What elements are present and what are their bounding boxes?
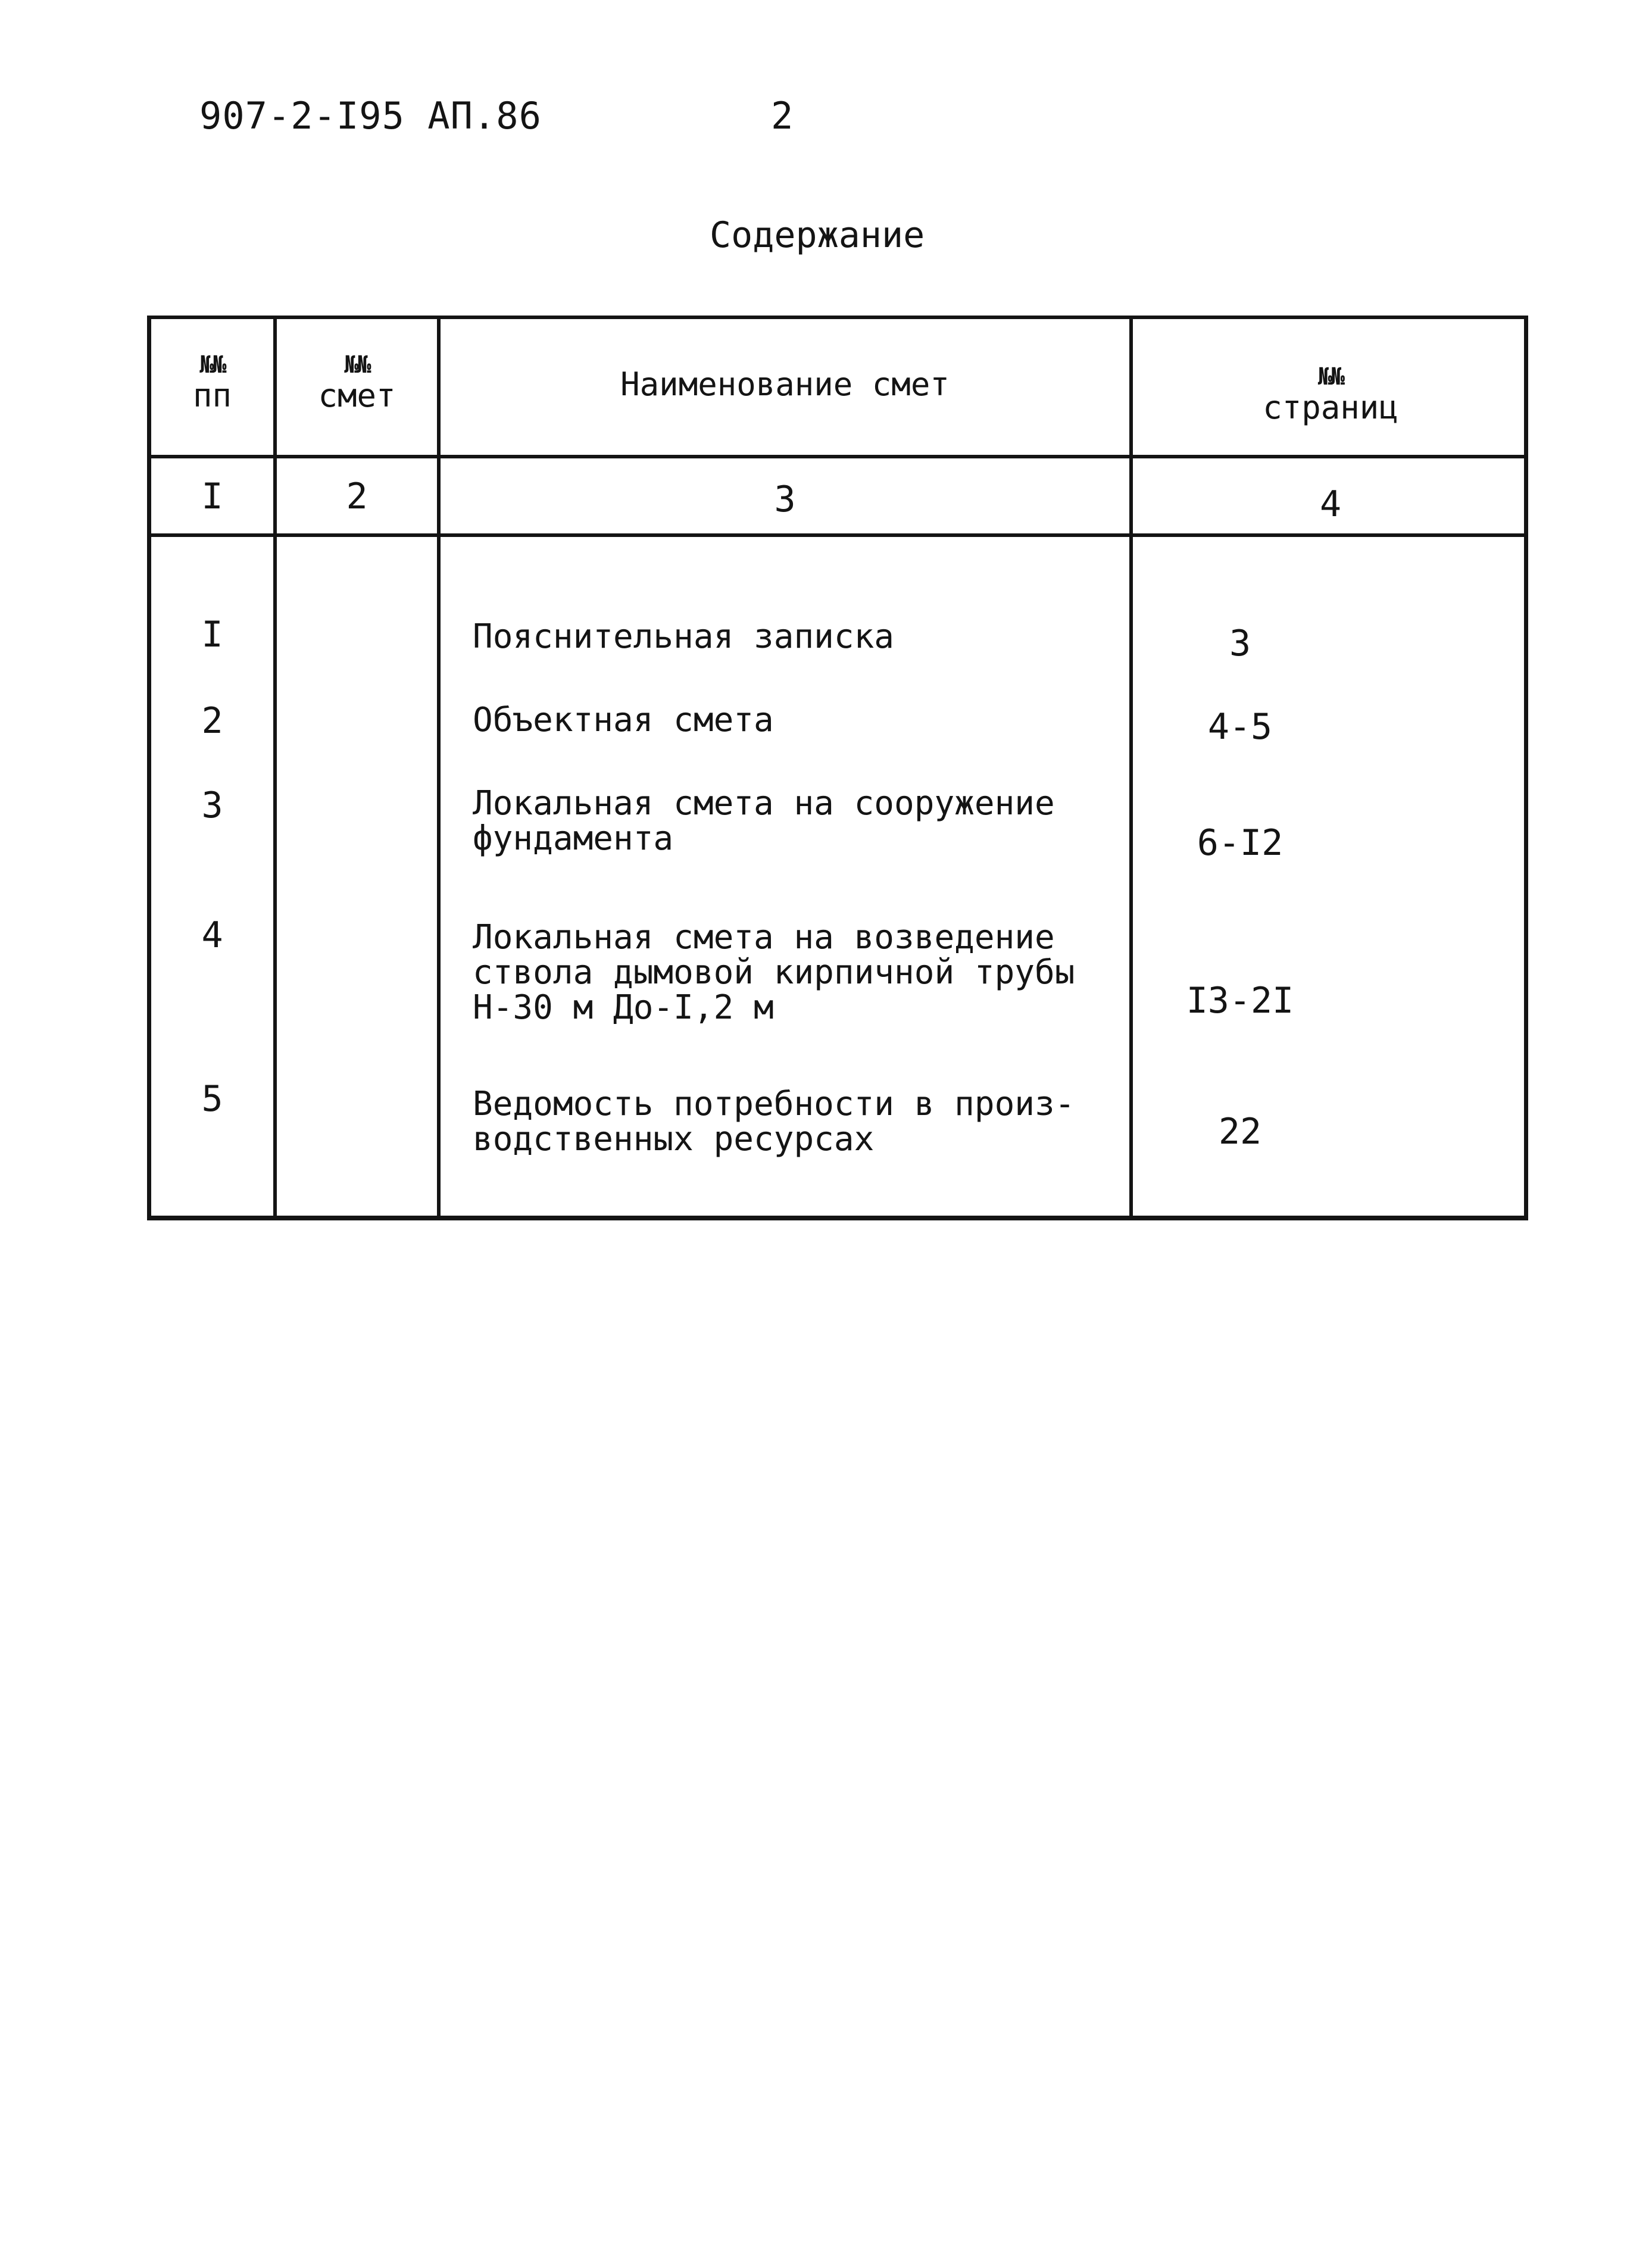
header-cell-page-numbers — [1133, 364, 1528, 425]
column-divider — [437, 319, 441, 1216]
header-cell-estimate-number — [277, 352, 437, 413]
row-pages: 3 — [1229, 623, 1251, 664]
page-number: 2 — [771, 94, 794, 138]
row-name: Локальная смета на возведение ствола дымовой кирпичной трубы Н-30 м До-I,2 м — [473, 918, 1075, 1027]
row-number: 2 — [201, 700, 223, 742]
number-sign-mark: №№ — [1317, 363, 1344, 391]
column-number: 2 — [346, 476, 368, 517]
column-divider — [1129, 319, 1133, 1216]
row-number: 3 — [201, 785, 223, 826]
row-number: I — [201, 614, 223, 655]
row-pages: I3-2I — [1186, 980, 1294, 1022]
header-label: страниц — [1263, 389, 1398, 426]
column-divider — [273, 319, 277, 1216]
header-cell-item-number — [151, 352, 273, 413]
header-label: смет — [318, 377, 396, 414]
column-number: I — [201, 476, 223, 517]
row-name: Объектная смета — [473, 701, 774, 739]
header-cell-estimate-name — [441, 367, 1129, 402]
document-title: Содержание — [710, 214, 925, 256]
number-sign-mark: №№ — [344, 351, 370, 379]
page-header — [199, 94, 854, 148]
row-number: 4 — [201, 914, 223, 956]
row-pages: 22 — [1218, 1111, 1262, 1153]
number-sign-mark: №№ — [199, 351, 225, 379]
column-number: 4 — [1319, 483, 1342, 525]
row-divider — [151, 455, 1524, 458]
document-code: 907-2-I95 АП.86 — [199, 94, 542, 138]
row-pages: 6-I2 — [1197, 822, 1283, 864]
row-name: Пояснительная записка — [473, 617, 895, 656]
header-label: Наименование смет — [620, 366, 950, 403]
row-name: Ведомость потребности в произ- водственных ресурсах — [473, 1085, 1075, 1158]
contents-table — [147, 316, 1528, 1220]
row-divider — [151, 533, 1524, 537]
column-number: 3 — [774, 479, 796, 520]
row-number: 5 — [201, 1078, 223, 1120]
row-name: Локальная смета на сооружение фундамента — [473, 784, 1055, 858]
row-pages: 4-5 — [1207, 706, 1273, 748]
header-label: пп — [192, 377, 232, 414]
